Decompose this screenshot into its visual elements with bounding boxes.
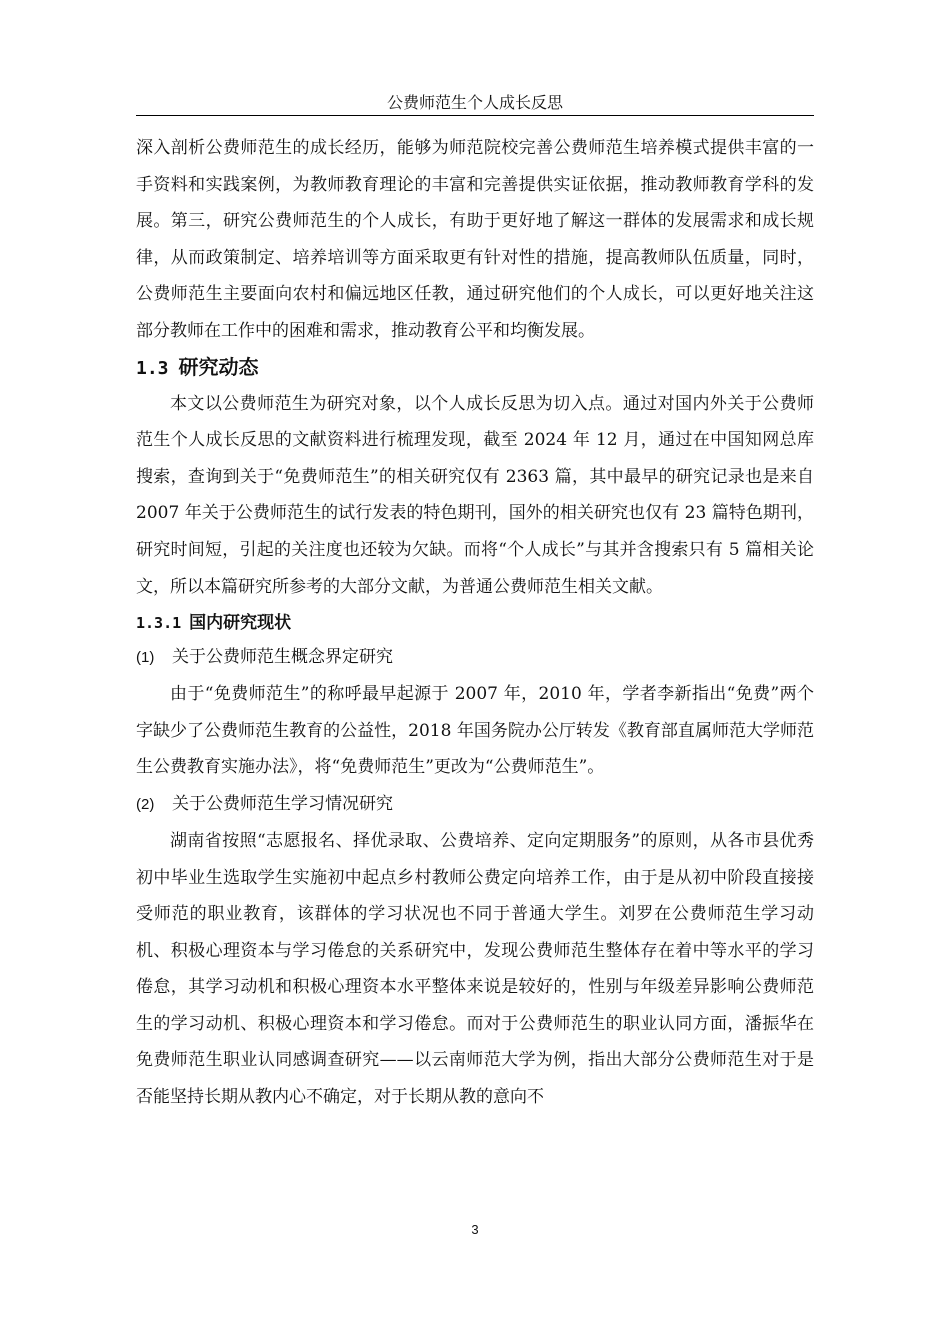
item-title: 关于公费师范生学习情况研究 (172, 793, 393, 814)
subsection-title: 国内研究现状 (189, 613, 292, 634)
item-heading-1 (136, 639, 814, 676)
page-number: 3 (471, 1222, 479, 1237)
section-title: 研究动态 (178, 354, 259, 379)
concept-definition-paragraph: 由于“免费师范生”的称呼最早起源于 2007 年，2010 年，学者李新指出“免费”两个字缺少了公费师范生教育的公益性，2018 年国务院办公厅转发《教育部直属师范大学师范生公费教育实施办法》，将“免费师范生”更改为“公费师范生”。 (136, 684, 814, 778)
section-number: 1.3 (136, 357, 169, 379)
item-title: 关于公费师范生概念界定研究 (172, 647, 393, 668)
intro-paragraph: 深入剖析公费师范生的成长经历，能够为师范院校完善公费师范生培养模式提供丰富的一手资料和实践案例，为教师教育理论的丰富和完善提供实证依据，推动教师教育学科的发展。第三，研究公费师范生的个人成长，有助于更好地了解这一群体的发展需求和成长规律，从而政策制定、培养培训等方面采取更有针对性的措施，提高教师队伍质量，同时，公费师范生主要面向农村和偏远地区任教，通过研究他们的个人成长，可以更好地关注这部分教师在工作中的困难和需求，推动教育公平和均衡发展。 (136, 138, 814, 341)
page-body (136, 130, 814, 1116)
subsection-number: 1.3.1 (136, 614, 182, 633)
header-rule (136, 115, 814, 116)
subsection-heading-1-3-1 (136, 607, 814, 639)
item-number: (2) (136, 795, 155, 813)
learning-status-paragraph: 湖南省按照“志愿报名、择优录取、公费培养、定向定期服务”的原则，从各市县优秀初中毕业生选取学生实施初中起点乡村教师公费定向培养工作，由于是从初中阶段直接接受师范的职业教育，该群体的学习状况也不同于普通大学生。刘罗在公费师范生学习动机、积极心理资本与学习倦怠的关系研究中，发现公费师范生整体存在着中等水平的学习倦怠，其学习动机和积极心理资本水平整体来说是较好的，性别与年级差异影响公费师范生的学习动机、积极心理资本和学习倦怠。而对于公费师范生的职业认同方面，潘振华在免费师范生职业认同感调查研究——以云南师范大学为例，指出大部分公费师范生对于是否能坚持长期从教内心不确定，对于长期从教的意向不 (136, 830, 814, 1108)
section-heading-1-3 (136, 350, 814, 386)
item-number: (1) (136, 649, 155, 667)
running-header: 公费师范生个人成长反思 (386, 93, 563, 112)
item-heading-2 (136, 786, 814, 823)
research-status-paragraph: 本文以公费师范生为研究对象，以个人成长反思为切入点。通过对国内外关于公费师范生个人成长反思的文献资料进行梳理发现，截至 2024 年 12 月，通过在中国知网总库搜索，查询到关于“免费师范生”的相关研究仅有 2363 篇，其中最早的研究记录也是来自 2007 年关于公费师范生的试行发表的特色期刊，国外的相关研究也仅有 23 篇特色期刊，研究时间短，引起的关注度也还较为欠缺。而将“个人成长”与其并含搜索只有 5 篇相关论文，所以本篇研究所参考的大部分文献，为普通公费师范生相关文献。 (136, 393, 814, 597)
